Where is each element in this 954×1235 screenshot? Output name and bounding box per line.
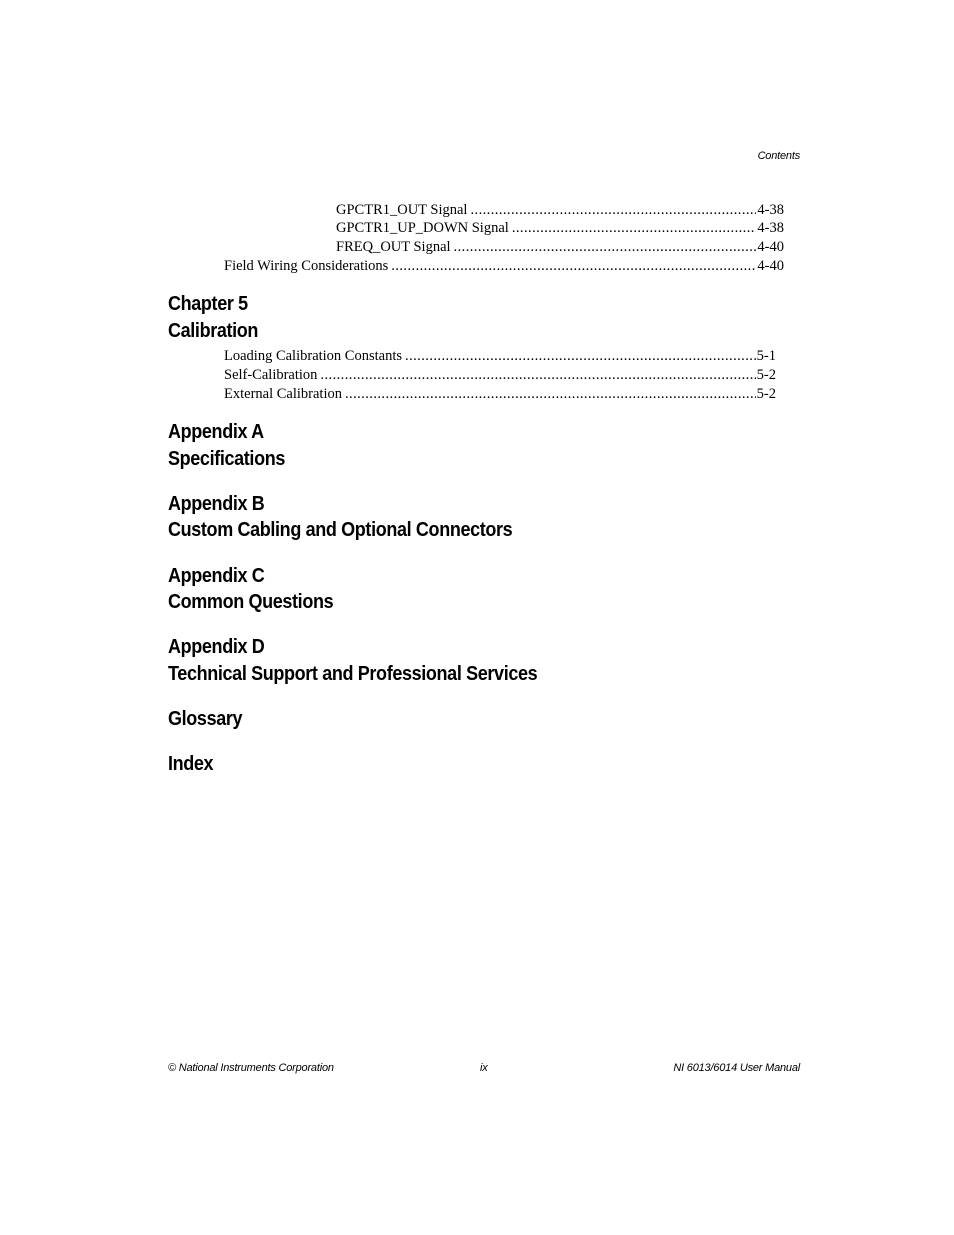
- glossary-heading[interactable]: Glossary: [168, 708, 243, 730]
- toc-entry-gpctr1-up-down[interactable]: [336, 219, 784, 237]
- dot-leader: [405, 347, 756, 365]
- toc-entry-page: 4-38: [757, 202, 784, 218]
- footer-manual-title: NI 6013/6014 User Manual: [673, 1062, 800, 1074]
- chapter-5-title[interactable]: Calibration: [168, 320, 259, 342]
- toc-entry-title: Self-Calibration: [224, 367, 318, 383]
- toc-entry-page: 5-2: [756, 367, 776, 383]
- running-head: Contents: [757, 150, 800, 162]
- toc-entry-field-wiring[interactable]: [224, 257, 784, 275]
- appendix-d-title[interactable]: Technical Support and Professional Services: [168, 663, 538, 685]
- dot-leader: [470, 201, 756, 219]
- toc-entry-freq-out[interactable]: [336, 238, 784, 256]
- toc-entry-title: Field Wiring Considerations: [224, 258, 389, 274]
- appendix-c-title[interactable]: Common Questions: [168, 591, 334, 613]
- dot-leader: [320, 366, 755, 384]
- chapter-5-label[interactable]: Chapter 5: [168, 293, 248, 315]
- appendix-a-label[interactable]: Appendix A: [168, 421, 264, 443]
- toc-entry-gpctr1-out[interactable]: [336, 201, 784, 219]
- toc-entry-page: 4-40: [757, 258, 784, 274]
- index-heading[interactable]: Index: [168, 753, 214, 775]
- toc-entry-external-calibration[interactable]: [224, 385, 776, 403]
- toc-entry-title: External Calibration: [224, 386, 342, 402]
- appendix-b-label[interactable]: Appendix B: [168, 493, 265, 515]
- dot-leader: [454, 238, 757, 256]
- toc-entry-self-calibration[interactable]: [224, 366, 776, 384]
- appendix-a-title[interactable]: Specifications: [168, 448, 285, 470]
- appendix-d-label[interactable]: Appendix D: [168, 636, 265, 658]
- footer-copyright: © National Instruments Corporation: [168, 1062, 334, 1074]
- toc-entry-page: 4-38: [757, 220, 784, 236]
- dot-leader: [345, 385, 756, 403]
- footer-page-number: ix: [480, 1062, 488, 1074]
- toc-entry-title: GPCTR1_UP_DOWN Signal: [336, 220, 509, 236]
- toc-entry-title: FREQ_OUT Signal: [336, 239, 451, 255]
- appendix-c-label[interactable]: Appendix C: [168, 565, 265, 587]
- toc-entry-loading-calibration[interactable]: [224, 347, 776, 365]
- dot-leader: [512, 219, 757, 237]
- appendix-b-title[interactable]: Custom Cabling and Optional Connectors: [168, 519, 513, 541]
- dot-leader: [391, 257, 756, 275]
- toc-entry-page: 5-1: [756, 348, 776, 364]
- toc-entry-page: 5-2: [756, 386, 776, 402]
- toc-entry-page: 4-40: [757, 239, 784, 255]
- toc-entry-title: GPCTR1_OUT Signal: [336, 202, 468, 218]
- toc-entry-title: Loading Calibration Constants: [224, 348, 403, 364]
